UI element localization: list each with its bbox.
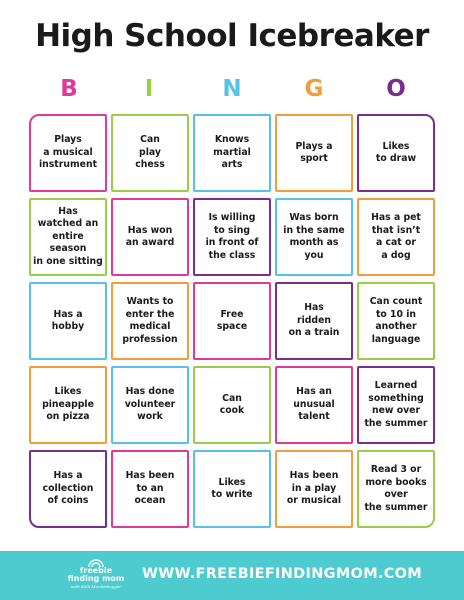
cell-text: Can cook [219,392,245,416]
bingo-cell[interactable] [193,366,271,444]
cell-text: Has won an award [125,224,175,248]
bingo-cell[interactable] [357,450,435,528]
cell-text: Likes pineapple on pizza [42,386,94,423]
cell-text: Has been in a play or musical [286,470,342,507]
bingo-cell[interactable] [275,366,353,444]
bingo-cell[interactable] [357,198,435,276]
cell-text: Has done volunteer work [124,386,176,423]
bingo-letter-i: I [144,76,154,102]
bingo-cell[interactable] [29,450,107,528]
bingo-cell[interactable] [275,114,353,192]
bingo-cell[interactable] [29,282,107,360]
cell-text: Can play chess [135,134,165,171]
bingo-cell[interactable] [275,450,353,528]
cell-text: Plays a musical instrument [38,134,98,171]
bingo-letter-g: G [304,76,324,102]
cell-text: Has a hobby [51,308,85,332]
footer-bar [0,551,464,600]
bingo-letter-o: O [386,76,406,102]
cell-text: Likes to write [211,476,253,500]
bingo-cell[interactable] [193,114,271,192]
website-link[interactable]: WWW.FREEBIEFINDINGMOM.COM [142,566,423,582]
bingo-cell[interactable] [29,198,107,276]
cell-text: Knows martial arts [213,134,251,171]
bingo-cell[interactable] [357,114,435,192]
bingo-cell[interactable] [111,114,189,192]
bingo-letter-n: N [222,76,242,102]
cell-text: Likes to draw [375,140,417,164]
cell-text: Is willing to sing in front of the class [205,212,259,261]
bingo-cell[interactable] [111,450,189,528]
cell-text: Can count to 10 in another language [369,296,423,345]
bingo-grid [29,114,435,528]
bingo-letter-b: B [60,76,78,102]
cell-text: Has an unusual talent [293,386,335,423]
bingo-cell[interactable] [29,114,107,192]
cell-text: Has ridden on a train [288,302,340,339]
bingo-cell[interactable] [111,198,189,276]
page-title: High School Icebreaker [35,18,429,54]
bingo-cell[interactable] [193,198,271,276]
cell-text: Read 3 or more books over the summer [364,464,428,513]
bingo-cell[interactable] [275,198,353,276]
bingo-cell[interactable] [275,282,353,360]
bingo-cell[interactable] [193,450,271,528]
cell-text: Has been to an ocean [125,470,175,507]
freebie-finding-mom-logo[interactable] [64,559,128,593]
cell-text: Learned something new over the summer [364,380,428,429]
bingo-cell[interactable] [357,282,435,360]
bingo-cell[interactable] [111,282,189,360]
bingo-cell[interactable] [29,366,107,444]
cell-text: Was born in the same month as you [283,212,345,261]
cell-text: Has a collection of coins [42,470,94,507]
cell-text: Plays a sport [295,140,333,164]
bingo-cell[interactable] [357,366,435,444]
cell-text: Has watched an entire season in one sitting [33,205,103,267]
free-space-cell[interactable] [193,282,271,360]
cell-text: Wants to enter the medical profession [122,296,178,345]
logo-text-line2: finding mom [67,574,125,583]
bingo-header [0,76,464,106]
cell-text: Free space [216,308,248,332]
logo-text-line3: with Kelli Muntashogger [70,584,122,589]
bingo-cell[interactable] [111,366,189,444]
logo-text-line1: freebie [79,566,113,575]
cell-text: Has a pet that isn’t a cat or a dog [371,212,421,261]
